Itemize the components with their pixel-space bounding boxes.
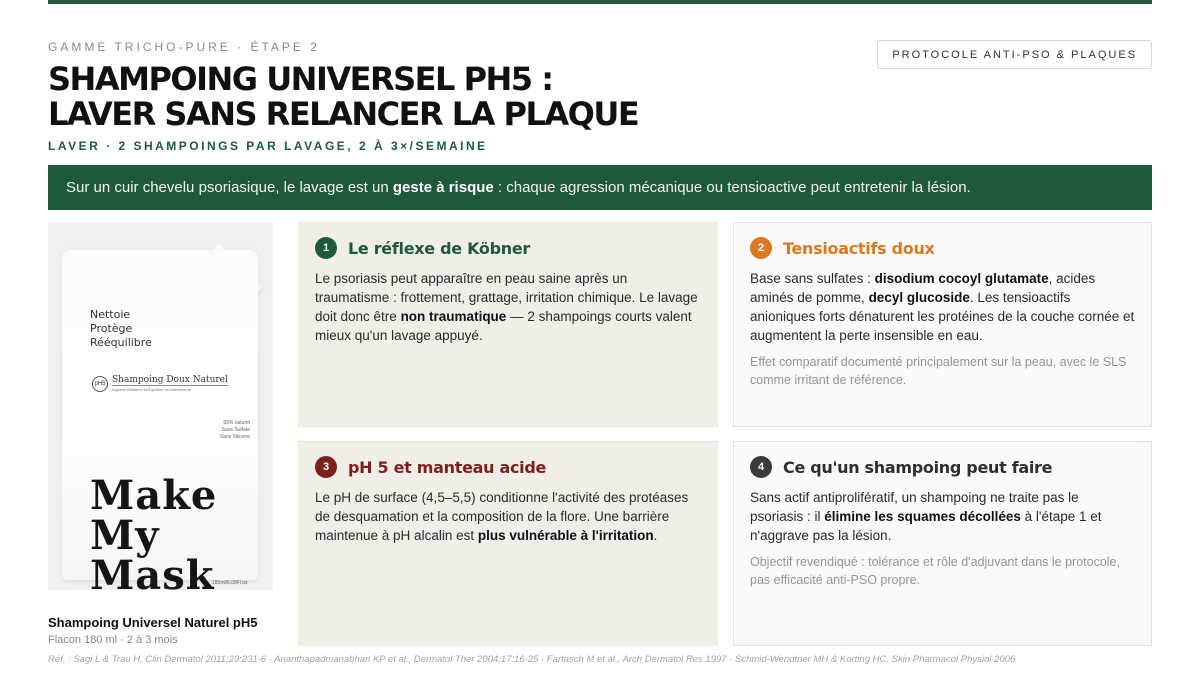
- body-emphasis: plus vulnérable à l'irritation: [477, 528, 654, 543]
- card-title: Le réflexe de Köbner: [348, 238, 530, 258]
- step-number-badge: 3: [315, 456, 337, 478]
- body-emphasis: non traumatique: [400, 309, 507, 324]
- pouch-volume: 180ml/6.08Fl.oz: [212, 580, 248, 586]
- card-note: Objectif revendiqué : tolérance et rôle d'adjuvant dans le protocole, pas efficacité anti-PSO propre.: [750, 555, 1120, 587]
- card-header: [315, 237, 530, 259]
- pouch-product-subname: Apporte Brillance et Équilibre du Microbiome: [112, 387, 191, 392]
- ph-badge-icon: pH5: [92, 376, 108, 392]
- banner-text-after: : chaque agression mécanique ou tensioactive peut entretenir la lésion.: [493, 179, 971, 196]
- brand-word: My: [90, 512, 160, 559]
- pouch-claim: Protège: [90, 322, 133, 335]
- page-title: [48, 62, 848, 132]
- pouch-spec: Sans Silicone: [219, 434, 250, 440]
- risk-banner: [48, 165, 1152, 210]
- product-name: Shampoing Universel Naturel pH5: [48, 615, 258, 630]
- title-line-1: SHAMPOING UNIVERSEL PH5 :: [48, 60, 553, 98]
- references-footnote: Réf. : Sagi L & Trau H, Clin Dermatol 2011;29:231-6 · Ananthapadmanabhan KP et al., Dermatol Ther 2004;17:16-25 · Fartasch M et al., Arch Dermatol Res 1997 · Schmid-Wendtner MH & Korting HC, Skin Pharmacol Physiol 2006: [48, 654, 1016, 665]
- card-header: [750, 237, 935, 259]
- pouch-claim: Nettoie: [90, 308, 131, 321]
- product-meta: Flacon 180 ml · 2 à 3 mois: [48, 634, 178, 646]
- body-text: Sans actif antiprolifératif, un shampoing ne traite pas le psoriasis : il: [750, 490, 1079, 524]
- top-accent-rule: [48, 0, 1152, 4]
- product-image: [48, 222, 273, 590]
- pouch-spec: Sans Sulfate: [221, 427, 250, 433]
- body-text: , acides aminés de pomme,: [750, 271, 1096, 305]
- card-kobner: [298, 222, 718, 427]
- card-body: [315, 269, 701, 345]
- card-shampoo-scope: [733, 441, 1152, 646]
- brand-word: Make: [90, 472, 218, 519]
- title-line-2: LAVER SANS RELANCER LA PLAQUE: [48, 95, 639, 133]
- card-header: [750, 456, 1052, 478]
- usage-subline: LAVER · 2 SHAMPOINGS PAR LAVAGE, 2 À 3×/SEMAINE: [48, 139, 488, 153]
- card-title: Tensioactifs doux: [783, 238, 935, 258]
- body-text: .: [653, 528, 658, 543]
- body-emphasis: disodium cocoyl glutamate: [874, 271, 1049, 286]
- pouch-claim: Rééquilibre: [90, 336, 152, 349]
- banner-text-strong: geste à risque: [392, 179, 494, 196]
- step-number-badge: 4: [750, 456, 772, 478]
- body-text: Le pH de surface (4,5–5,5) conditionne l'activité des protéases de desquamation et la composition de la flore. Une barrière maintenue à pH alcalin est: [315, 490, 689, 543]
- banner-text-before: Sur un cuir chevelu psoriasique, le lavage est un: [66, 179, 393, 196]
- card-ph-acid-mantle: [298, 441, 718, 646]
- pouch-claims: [90, 308, 152, 350]
- card-body: [315, 488, 701, 545]
- body-text: à l'étape 1 et n'aggrave pas la lésion.: [750, 509, 1102, 543]
- step-number-badge: 1: [315, 237, 337, 259]
- card-body: [750, 488, 1135, 545]
- shampoo-pouch: [62, 250, 258, 590]
- body-text: . Les tensioactifs anioniques forts dénaturent les protéines de la couche cornée et augmentent la perte insensible en eau.: [750, 290, 1135, 343]
- pouch-specs: [190, 420, 250, 441]
- step-number-badge: 2: [750, 237, 772, 259]
- card-title: pH 5 et manteau acide: [348, 457, 547, 477]
- range-eyebrow: GAMME TRICHO-PURE · ÉTAPE 2: [48, 40, 320, 54]
- brand-word: Mask: [90, 552, 215, 590]
- pouch-product-name: Shampoing Doux Naturel: [112, 375, 228, 385]
- card-title: Ce qu'un shampoing peut faire: [783, 457, 1053, 477]
- card-note: Effet comparatif documenté principalement sur la peau, avec le SLS comme irritant de référence.: [750, 355, 1127, 387]
- body-text: Base sans sulfates :: [750, 271, 875, 286]
- body-text: — 2 shampoings courts valent mieux qu'un lavage appuyé.: [315, 309, 692, 343]
- card-body: [750, 269, 1135, 345]
- body-emphasis: élimine les squames décollées: [824, 509, 1021, 524]
- body-emphasis: decyl glucoside: [868, 290, 970, 305]
- body-text: Le psoriasis peut apparaître en peau saine après un traumatisme : frottement, grattage, irritation chimique. Le lavage doit donc être: [315, 271, 698, 324]
- card-surfactants: [733, 222, 1152, 427]
- protocol-badge: PROTOCOLE ANTI-PSO & PLAQUES: [877, 40, 1152, 69]
- pouch-brand-logo: [90, 472, 218, 590]
- banner-text: [66, 179, 971, 196]
- card-header: [315, 456, 546, 478]
- pouch-spec: 99% naturel: [223, 420, 250, 426]
